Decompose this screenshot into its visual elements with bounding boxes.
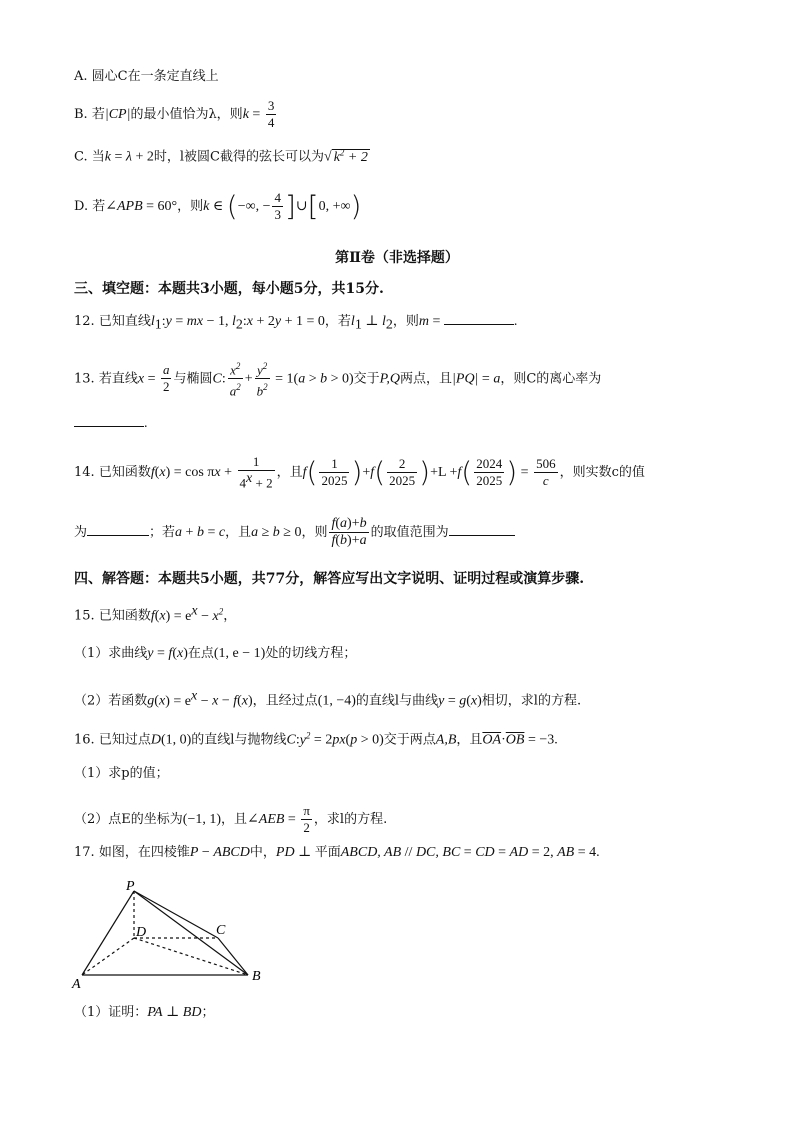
q15-p1-text-c: 处的切线方程； bbox=[265, 646, 357, 661]
question-12: 12. 已知直线$l_1:y$ = mx − 1, $l_2:x + 2y + 1 = 0$，若$l_1$ ⊥ $l_2$，则m = . bbox=[74, 314, 518, 333]
edge-pb bbox=[134, 891, 248, 975]
q12-text-c: ，则 bbox=[392, 314, 419, 329]
q12-answer-blank[interactable] bbox=[444, 314, 514, 325]
edge-db bbox=[134, 938, 248, 975]
option-b-mid: 的最小值恰为λ，则 bbox=[130, 107, 243, 122]
option-d-mid: ，则 bbox=[177, 199, 204, 214]
q13-answer-line: . bbox=[74, 416, 148, 431]
q17-p1-label: （1） bbox=[74, 1005, 109, 1020]
q15-p2-text-d: 相切，求l的方程. bbox=[481, 693, 582, 709]
option-c-pre: 当 bbox=[91, 149, 105, 165]
q16-p2-text-b: ，且 bbox=[221, 812, 248, 827]
q17-number: 17. bbox=[74, 845, 95, 860]
q12-text-b: ，若 bbox=[324, 314, 351, 329]
label-a: A bbox=[72, 977, 81, 992]
q14-answer-blank-2[interactable] bbox=[449, 525, 515, 536]
section-4-heading: 四、解答题：本题共5小题，共77分，解答应写出文字说明、证明过程或演算步骤. bbox=[74, 571, 585, 587]
option-c-label: C. bbox=[74, 149, 88, 165]
option-b-math-k: k bbox=[242, 107, 249, 122]
label-b: B bbox=[252, 969, 261, 984]
option-b-label: B. bbox=[74, 107, 88, 122]
q13-number: 13. bbox=[74, 371, 95, 387]
q14-frac-1: $\frac{1}{2025}$ bbox=[321, 456, 348, 489]
question-13: 13. 若直线x = $\frac{a}{2}$ 与椭圆C: $\frac{x^2}{a^2}$ + $\frac{y^2}{b^2}$ = 1(a > b > 0)交于P,Q两点，且|PQ| = a，则C的离心率为 bbox=[74, 358, 601, 400]
q14-line2-d: ，则 bbox=[301, 525, 328, 540]
q13-text-d: 两点，且 bbox=[400, 371, 453, 387]
q16-number: 16. bbox=[74, 732, 95, 748]
option-b-math-cp: |CP| bbox=[104, 107, 131, 122]
option-c-mid: 时，l被圆C截得的弦长可以为 bbox=[153, 149, 324, 165]
q14-frac-result: $\frac{506}{c}$ bbox=[536, 456, 556, 489]
q14-text-a: 已知函数 bbox=[98, 465, 151, 481]
q16-text-d: ，且 bbox=[456, 732, 483, 748]
q12-text-a: 已知直线 bbox=[98, 314, 151, 329]
q14-line2-a: 为 bbox=[74, 525, 88, 540]
q15-text: 已知函数 bbox=[98, 608, 151, 624]
q12-number: 12. bbox=[74, 314, 95, 329]
q14-frac-2: $\frac{2}{2025}$ bbox=[389, 456, 416, 489]
option-b: B. 若|CP|的最小值恰为λ，则k = $\frac{3}{4}$ bbox=[74, 98, 275, 130]
q15-p2-label: （2） bbox=[74, 693, 109, 709]
option-c: C. 当k = λ + 2时，l被圆C截得的弦长可以为√ $k^2 + 2$ bbox=[74, 147, 368, 165]
q16-part-1 bbox=[74, 767, 169, 780]
option-a-label: A. bbox=[74, 69, 88, 84]
option-c-sqrt: $k^2 + 2$ bbox=[333, 147, 368, 165]
q14-line2-c: ，且 bbox=[225, 525, 252, 540]
q16-p2-text-a: 点E的坐标为 bbox=[108, 812, 183, 827]
q15-number: 15. bbox=[74, 608, 95, 624]
q16-pi-fraction: $\frac{\pi}{2}$ bbox=[303, 803, 310, 835]
q16-text-c: 交于两点 bbox=[383, 732, 436, 748]
option-a bbox=[74, 70, 219, 83]
q16-text-a: 已知过点 bbox=[98, 732, 151, 748]
label-d: D bbox=[136, 925, 147, 940]
q17-text-a: 如图，在四棱锥 bbox=[98, 845, 190, 860]
q14-number: 14. bbox=[74, 465, 95, 481]
q15-p1-label: （1） bbox=[74, 646, 109, 661]
q15-part-2: （2）若函数$g(x) = e^x - x - f(x)$，且经过点(1, −4)的直线l与曲线y = g(x)相切，求l的方程. bbox=[74, 688, 582, 709]
question-15: 15. 已知函数$f(x) = e^x - x^2$， bbox=[74, 603, 237, 624]
q17-part-1: （1）证明：PA ⊥ BD； bbox=[74, 1005, 215, 1020]
q13-answer-blank[interactable] bbox=[74, 416, 144, 427]
q17-text-b: 中， bbox=[249, 845, 276, 860]
option-d-label: D. bbox=[74, 199, 89, 214]
edge-pc bbox=[134, 891, 218, 938]
q14-frac-3: $\frac{2024}{2025}$ bbox=[476, 456, 503, 489]
option-d: D. 若∠APB = 60°，则k ∈ (−∞, − $\frac{4}{3}$ ]∪[0, +∞) bbox=[74, 189, 362, 223]
q17-p1-text: 证明： bbox=[108, 1005, 148, 1020]
edge-pa bbox=[82, 891, 134, 975]
pyramid-figure bbox=[70, 876, 270, 996]
q14-line-2: 为 ；若a + b = c，且a ≥ b ≥ 0，则 $\frac{f(a)+b}{f(b)+a}$ 的取值范围为 bbox=[74, 516, 515, 549]
q15-p1-text-a: 求曲线 bbox=[108, 646, 148, 661]
question-14: 14. 已知函数f(x) = cos πx + $\frac{1}{4^x + 2}$ ，且f( $\frac{1}{2025}$ )+f( $\frac{2}{2025}$ )+L +f( $\frac{2024}{2025}$ ) = $\frac{506}{c}$ ，则实数c的值 bbox=[74, 454, 645, 491]
q16-p2-text-c: ，求l的方程. bbox=[313, 812, 388, 827]
q17-text-c: 平面 bbox=[314, 845, 341, 860]
q13-fraction: $\frac{a}{2}$ bbox=[162, 362, 170, 395]
q15-p1-text-b: 在点 bbox=[187, 646, 214, 661]
label-c: C bbox=[216, 923, 226, 938]
question-17: 17. 如图，在四棱锥P − ABCD中，PD ⊥ 平面ABCD, AB // DC, BC = CD = AD = 2, AB = 4. bbox=[74, 845, 600, 860]
q16-part-2: （2）点E的坐标为(−1, 1)，且∠AEB = $\frac{\pi}{2}$ ，求l的方程. bbox=[74, 803, 388, 835]
option-d-fraction: $\frac{4}{3}$ bbox=[274, 190, 281, 222]
q16-p1-label: （1） bbox=[74, 766, 109, 781]
section-3-heading: 三、填空题：本题共3小题，每小题5分，共15分. bbox=[74, 281, 384, 297]
q16-p1-text: 求p的值； bbox=[108, 766, 169, 781]
q15-part-1: （1）求曲线y = f(x)在点(1, e − 1)处的切线方程； bbox=[74, 646, 357, 661]
q14-line2-e: 的取值范围为 bbox=[370, 525, 449, 540]
q15-p2-text-c: 的直线l与曲线 bbox=[355, 693, 439, 709]
option-d-pre: 若 bbox=[92, 199, 106, 214]
option-c-math-cond: k bbox=[104, 149, 111, 165]
question-16: 16. 已知过点D(1, 0)的直线l与抛物线$C:y^2 = 2px(p > 0)$交于两点A,B，且$\overline{OA}\cdot\overline{OB} = -3$. bbox=[74, 730, 558, 748]
q14-text-b: ，且 bbox=[276, 465, 303, 481]
q14-answer-blank-1[interactable] bbox=[87, 525, 149, 536]
q13-text-a: 若直线 bbox=[98, 371, 138, 387]
q16-p2-label: （2） bbox=[74, 812, 109, 827]
section-2-title: 第Ⅱ卷（非选择题） bbox=[335, 250, 459, 266]
q15-p2-text-b: ，且经过点 bbox=[252, 693, 318, 709]
label-p: P bbox=[126, 879, 135, 894]
q14-line2-b: ；若 bbox=[149, 525, 176, 540]
edge-da bbox=[82, 938, 134, 975]
q14-text-c: ，则实数c的值 bbox=[559, 465, 645, 481]
option-a-text: 圆心C在一条定直线上 bbox=[91, 69, 219, 84]
q16-text-b: 的直线l与抛物线 bbox=[191, 732, 287, 748]
q13-text-c: 交于 bbox=[353, 371, 380, 387]
q13-text-b: 与椭圆 bbox=[173, 371, 213, 387]
q15-p2-text-a: 若函数 bbox=[108, 693, 148, 709]
q13-text-e: ，则C的离心率为 bbox=[500, 371, 602, 387]
option-b-pre: 若 bbox=[91, 107, 105, 122]
option-b-fraction: $\frac{3}{4}$ bbox=[267, 98, 275, 130]
